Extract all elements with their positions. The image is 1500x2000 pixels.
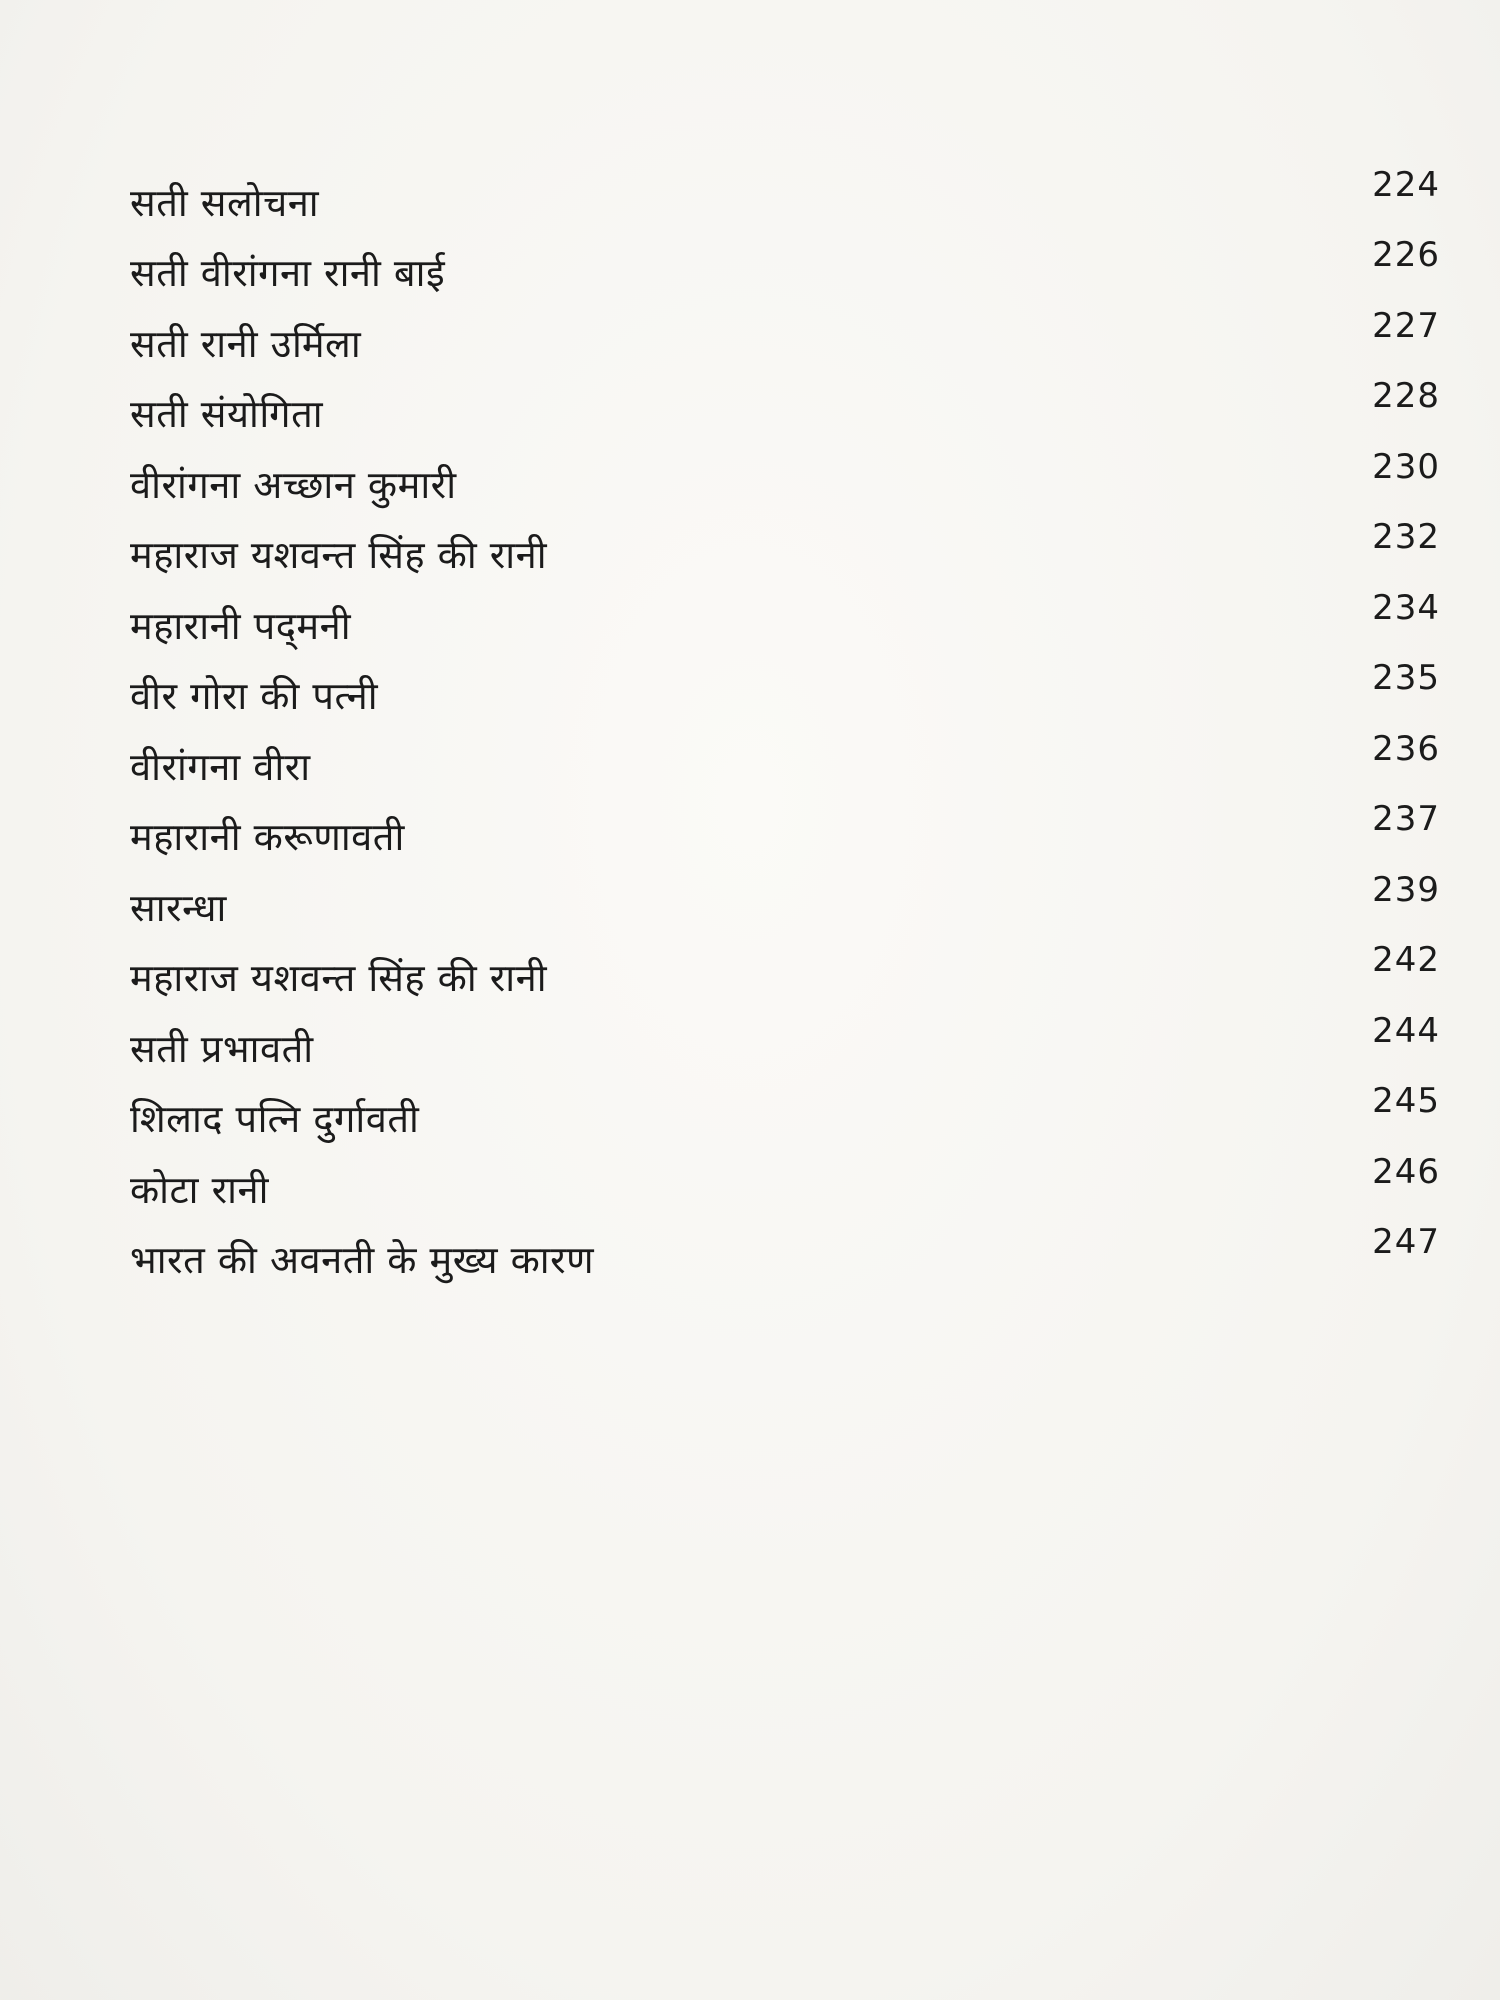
- toc-entry-title: वीरांगना अच्छान कुमारी: [130, 463, 457, 507]
- toc-entry[interactable]: [130, 376, 1440, 439]
- toc-entry-title: सती वीरांगना रानी बाई: [130, 251, 446, 295]
- toc-entry[interactable]: [130, 165, 1440, 228]
- toc-entry-title: वीरांगना वीरा: [130, 745, 311, 789]
- toc-entry-page: 244: [1372, 1011, 1440, 1051]
- toc-entry-page: 234: [1372, 588, 1440, 628]
- toc-entry-page: 228: [1372, 376, 1440, 416]
- toc-entry-title: सती संयोगिता: [130, 392, 324, 436]
- toc-entry[interactable]: [130, 870, 1440, 933]
- toc-entry-page: 246: [1372, 1152, 1440, 1192]
- toc-entry-title: सती सलोचना: [130, 181, 320, 225]
- toc-entry[interactable]: [130, 1222, 1440, 1285]
- toc-entry-page: 230: [1372, 447, 1440, 487]
- toc-entry-page: 239: [1372, 870, 1440, 910]
- toc-entry-page: 235: [1372, 658, 1440, 698]
- toc-entry[interactable]: [130, 658, 1440, 721]
- toc-entry-title: सारन्धा: [130, 886, 227, 930]
- toc-entry-page: 226: [1372, 235, 1440, 275]
- toc-entry[interactable]: [130, 1152, 1440, 1215]
- toc-entry-title: महारानी करूणावती: [130, 815, 405, 859]
- toc-entry-page: 247: [1372, 1222, 1440, 1262]
- toc-entry-title: भारत की अवनती के मुख्य कारण: [130, 1238, 595, 1282]
- toc-entry[interactable]: [130, 1011, 1440, 1074]
- toc-entry-title: सती रानी उर्मिला: [130, 322, 362, 366]
- toc-entry-page: 224: [1372, 165, 1440, 205]
- toc-entry[interactable]: [130, 517, 1440, 580]
- toc-entry-page: 245: [1372, 1081, 1440, 1121]
- toc-entry-title: सती प्रभावती: [130, 1027, 314, 1071]
- toc-entry[interactable]: [130, 799, 1440, 862]
- toc-entry-title: महाराज यशवन्त सिंह की रानी: [130, 956, 548, 1000]
- toc-entry[interactable]: [130, 306, 1440, 369]
- toc-entry-page: 227: [1372, 306, 1440, 346]
- toc-entry-title: शिलाद पत्नि दुर्गावती: [130, 1097, 420, 1141]
- toc-entry[interactable]: [130, 235, 1440, 298]
- toc-entry-title: महाराज यशवन्त सिंह की रानी: [130, 533, 548, 577]
- toc-entry-title: महारानी पद्‌मनी: [130, 604, 352, 648]
- toc-entry[interactable]: [130, 1081, 1440, 1144]
- toc-entry[interactable]: [130, 729, 1440, 792]
- toc-entry-title: कोटा रानी: [130, 1168, 269, 1212]
- toc-entry[interactable]: [130, 588, 1440, 651]
- toc-entry-page: 232: [1372, 517, 1440, 557]
- toc-entry[interactable]: [130, 447, 1440, 510]
- toc-entry-page: 242: [1372, 940, 1440, 980]
- toc-entry-page: 236: [1372, 729, 1440, 769]
- toc-entry-page: 237: [1372, 799, 1440, 839]
- toc-entry[interactable]: [130, 940, 1440, 1003]
- toc-entry-title: वीर गोरा की पत्नी: [130, 674, 379, 718]
